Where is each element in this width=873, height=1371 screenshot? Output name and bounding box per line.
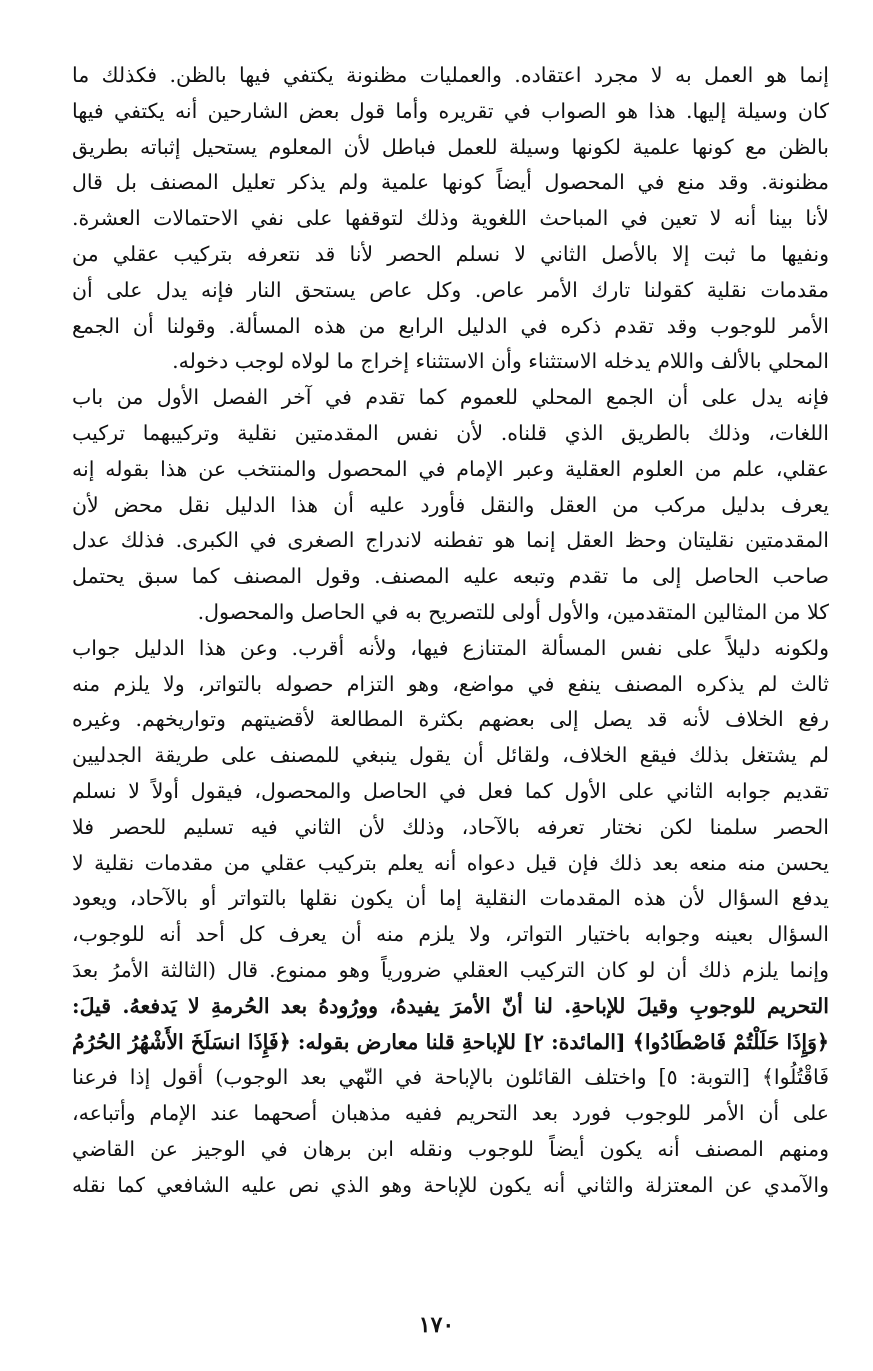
text-line-13: يعرف بدليل مركب من العقل والنقل فأورد عليه أن هذا الدليل نقل محض لأن <box>72 492 829 517</box>
text-line-32: والآمدي عن المعتزلة والثاني أنه يكون للإباحة وهو الذي نص عليه الشافعي كما نقله <box>72 1172 829 1197</box>
text-line-6: ونفيها ما ثبت إلا بالأصل الثاني لا نسلم الحصر لأنا قد نتعرفه بتركيب عقلي من <box>72 241 829 266</box>
text-line-25: السؤال بعينه وجوابه باختيار التواتر، ولا يلزم منه أن يعرف كل أحد أنه للوجوب، <box>72 922 829 947</box>
text-line-7: مقدمات نقلية كقولنا تارك الأمر عاص. وكل عاص يستحق النار فإنه يدل على أن <box>72 277 829 302</box>
text-line-2: كان وسيلة إليها. هذا هو الصواب في تقريره وأما قول بعض الشارحين أنه يكتفي فيها <box>72 98 829 123</box>
text-line-28: ﴿وَإِذَا حَلَلْتُمْ فَاصْطَادُوا﴾ [المائدة: ٢] للإباحةِ قلنا معارض بقوله: ﴿فَإِذَا انسَلَخَ الأَشْهُرُ الحُرُمُ <box>72 1029 829 1054</box>
text-line-18: ثالث لم يذكره المصنف ينفع في مواضع، وهو التزام حصوله بالتواتر، ولا يلزم منه <box>72 671 829 696</box>
text-line-20: لم يشتغل بذلك فيقع الخلاف، ولقائل أن يقول ينبغي للمصنف على طريقة الجدليين <box>72 743 829 768</box>
text-line-21: تقديم جوابه الثاني على الأول كما فعل في الحاصل والمحصول، فيقول أولاً لا نسلم <box>72 778 829 803</box>
text-line-12: عقلي، علم من العلوم العقلية وعبر الإمام في المحصول والمنتخب عن هذا بقوله إنه <box>72 456 829 481</box>
text-line-30: على أن الأمر للوجوب فورد بعد التحريم ففيه مذهبان أصحهما عند الإمام وأتباعه، <box>72 1101 829 1126</box>
page-number: ١٧٠ <box>418 1312 455 1338</box>
text-line-31: ومنهم المصنف أنه يكون أيضاً للوجوب ونقله ابن برهان في الوجيز عن القاضي <box>72 1136 829 1161</box>
text-line-29: فَاقْتُلُوا﴾ [التوبة: ٥] واختلف القائلون بالإباحة في النّهي بعد الوجوب) أقول إذا فرعنا <box>72 1065 829 1090</box>
text-line-8: الأمر للوجوب وقد تقدم ذكره في الدليل الرابع من هذه المسألة. وقولنا أن الجمع <box>72 313 829 338</box>
text-line-26: وإنما يلزم ذلك أن لو كان التركيب العقلي ضرورياً وهو ممنوع. قال (الثالثة الأمرُ بعدَ <box>72 957 829 982</box>
text-line-14: المقدمتين نقليتان وحظ العقل إنما هو تفطنه لاندراج الصغرى في الكبرى. فذلك عدل <box>72 528 829 553</box>
text-line-23: يحسن منه منعه بعد ذلك فإن قيل دعواه أنه يعلم بتركيب عقلي من مقدمات نقلية لا <box>72 850 829 875</box>
text-line-4: مظنونة. وقد منع في المحصول أيضاً كونها علمية ولم يذكر تعليل المصنف بل قال <box>72 170 829 195</box>
text-line-9: المحلي بالألف واللام يدخله الاستثناء وأن الاستثناء إخراج ما لولاه لوجب دخوله. <box>172 349 829 374</box>
text-line-11: اللغات، وذلك بالطريق الذي قلناه. لأن نفس المقدمتين نقلية وتركيبهما تركيب <box>72 420 829 445</box>
text-line-17: ولكونه دليلاً على نفس المسألة المتنازع فيها، ولأنه أقرب. وعن هذا الدليل جواب <box>72 635 829 660</box>
text-line-19: رفع الخلاف لأنه قد يصل إلى بعضهم بكثرة المطالعة لأقضيتهم وتواريخهم. وغيره <box>72 707 829 732</box>
text-line-3: بالظن مع كونها علمية لكونها وسيلة للعمل فباطل لأن المعلوم يستحيل إثباته بطريق <box>72 134 829 159</box>
text-line-15: صاحب الحاصل إلى ما تقدم وتبعه عليه المصنف. وقول المصنف كما سبق يحتمل <box>72 564 829 589</box>
text-line-22: الحصر سلمنا لكن نختار تعرفه بالآحاد، وذلك لأن الثاني فيه تسليم للحصر فلا <box>72 814 829 839</box>
text-line-5: لأنا بينا أنه لا تعين في المباحث اللغوية وذلك لتوقفها على نفي الاحتمالات العشرة. <box>72 206 829 231</box>
text-line-24: يدفع السؤال لأن هذه المقدمات النقلية إما أن يكون نقلها بالتواتر أو بالآحاد، ويعود <box>72 886 829 911</box>
page-body <box>72 58 829 1204</box>
text-line-10: فإنه يدل على أن الجمع المحلي للعموم كما تقدم في آخر الفصل الأول من باب <box>72 385 829 410</box>
text-line-16: كلا من المثالين المتقدمين، والأول أولى للتصريح به في الحاصل والمحصول. <box>197 599 829 624</box>
text-line-1: إنما هو العمل به لا مجرد اعتقاده. والعمليات مظنونة يكتفي فيها بالظن. فكذلك ما <box>72 63 829 87</box>
text-line-27: التحريم للوجوبِ وقيلَ للإباحةِ. لنا أنّ الأمرَ يفيدهُ، وورُودهُ بعد الحُرمةِ لا يَدفعهُ. قيلَ: <box>72 993 829 1018</box>
